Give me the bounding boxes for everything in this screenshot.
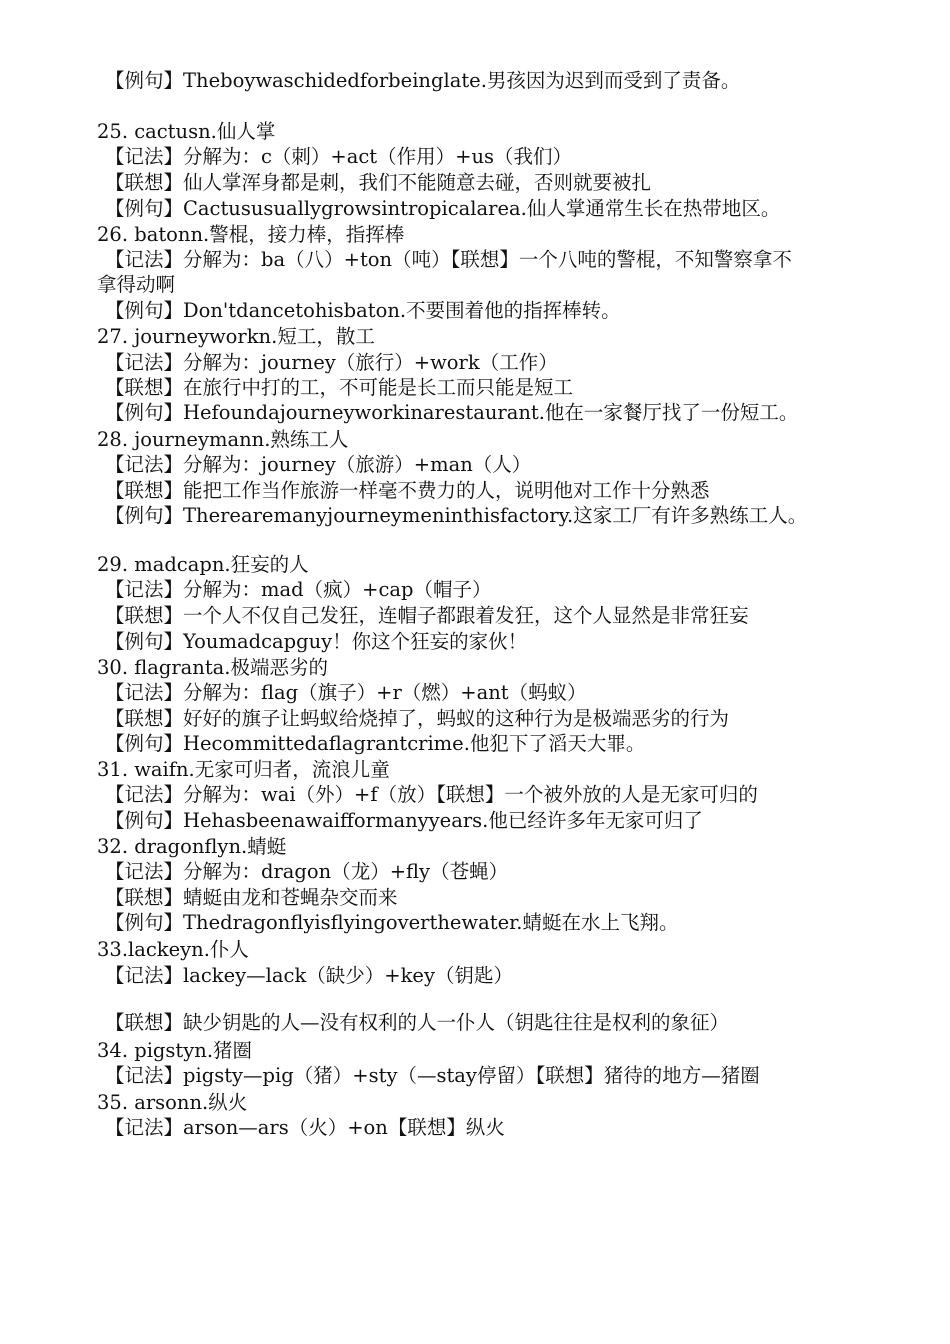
text-line: 拿得动啊	[97, 273, 176, 296]
text-line: 【记法】分解为：mad（疯）+cap（帽子）	[105, 578, 492, 601]
text-line: 【例句】Youmadcapguy！你这个狂妄的家伙！	[105, 630, 528, 653]
text-line: 【联想】好好的旗子让蚂蚁给烧掉了，蚂蚁的这种行为是极端恶劣的行为	[105, 707, 730, 730]
text-line: 【例句】Don'tdancetohisbaton.不要围着他的指挥棒转。	[105, 299, 621, 322]
text-line: 【联想】能把工作当作旅游一样毫不费力的人，说明他对工作十分熟悉	[105, 479, 710, 502]
text-line: 【例句】Cactususuallygrowsintropicalarea.仙人掌通常生长在热带地区。	[105, 197, 781, 220]
text-line: 【记法】lackey—lack（缺少）+key（钥匙）	[105, 964, 513, 987]
text-line: 【联想】在旅行中打的工，不可能是长工而只能是短工	[105, 376, 574, 399]
text-line: 【联想】一个人不仅自己发狂，连帽子都跟着发狂，这个人显然是非常狂妄	[105, 604, 749, 627]
text-line: 【记法】分解为：journey（旅游）+man（人）	[105, 453, 532, 476]
text-line: 【记法】分解为：flag（旗子）+r（燃）+ant（蚂蚁）	[105, 681, 587, 704]
text-line: 【例句】Hecommittedaflagrantcrime.他犯下了滔天大罪。	[105, 732, 646, 755]
text-line: 【记法】分解为：ba（八）+ton（吨）【联想】一个八吨的警棍，不知警察拿不	[105, 248, 792, 271]
entry-heading: 26. batonn.警棍，接力棒，指挥棒	[97, 223, 405, 246]
text-line: 【例句】Thedragonflyisflyingoverthewater.蜻蜓在水上飞翔。	[105, 911, 679, 934]
text-line: 【例句】Hefoundajourneyworkinarestaurant.他在一家餐厅找了一份短工。	[105, 401, 799, 424]
entry-heading: 28. journeymann.熟练工人	[97, 428, 349, 451]
text-line: 【记法】pigsty—pig（猪）+sty（—stay停留）【联想】猪待的地方—猪圈	[105, 1064, 760, 1087]
entry-heading: 30. flagranta.极端恶劣的	[97, 656, 328, 679]
text-line: 【记法】arson—ars（火）+on【联想】纵火	[105, 1116, 505, 1139]
entry-heading: 33.lackeyn.仆人	[97, 938, 249, 961]
entry-heading: 34. pigstyn.猪圈	[97, 1039, 253, 1062]
entry-heading: 27. journeyworkn.短工，散工	[97, 325, 375, 348]
entry-heading: 29. madcapn.狂妄的人	[97, 553, 309, 576]
entry-heading: 35. arsonn.纵火	[97, 1091, 248, 1114]
text-line: 【记法】分解为：dragon（龙）+fly（苍蝇）	[105, 860, 509, 883]
text-line: 【记法】分解为：journey（旅行）+work（工作）	[105, 351, 558, 374]
text-line: 【例句】Theboywaschidedforbeinglate.男孩因为迟到而受到了责备。	[105, 69, 741, 92]
entry-heading: 25. cactusn.仙人掌	[97, 120, 276, 143]
entry-heading: 31. waifn.无家可归者，流浪儿童	[97, 758, 390, 781]
text-line: 【记法】分解为：c（刺）+act（作用）+us（我们）	[105, 145, 573, 168]
text-line: 【例句】Hehasbeenawaifformanyyears.他已经许多年无家可归了	[105, 809, 703, 832]
text-line: 【联想】蜻蜓由龙和苍蝇杂交而来	[105, 886, 398, 909]
text-line: 【联想】仙人掌浑身都是刺，我们不能随意去碰，否则就要被扎	[105, 171, 652, 194]
entry-heading: 32. dragonflyn.蜻蜓	[97, 835, 287, 858]
text-line: 【记法】分解为：wai（外）+f（放）【联想】一个被外放的人是无家可归的	[105, 783, 758, 806]
text-line: 【例句】Therearemanyjourneymeninthisfactory.这家工厂有许多熟练工人。	[105, 504, 808, 527]
text-line: 【联想】缺少钥匙的人—没有权利的人一仆人（钥匙往往是权利的象征）	[105, 1011, 730, 1034]
